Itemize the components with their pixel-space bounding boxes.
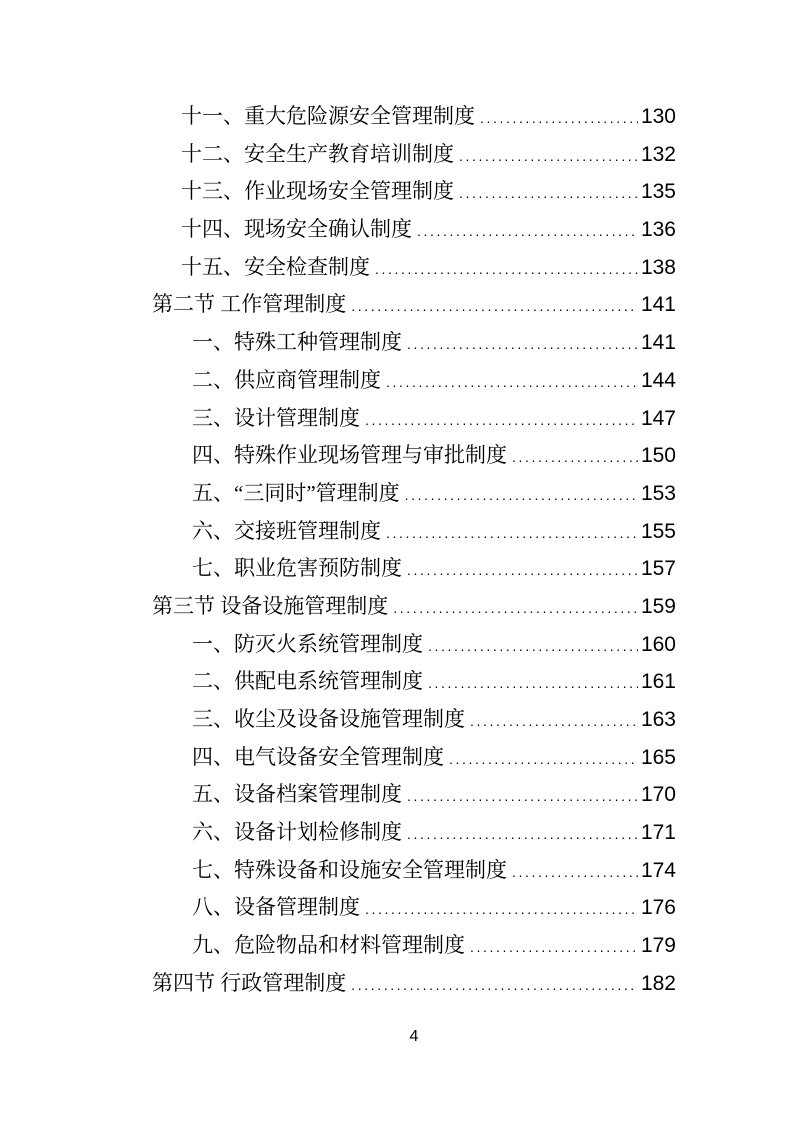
toc-entry-label: 二、供配电系统管理制度 [192,669,423,694]
toc-leader-dots [386,515,638,553]
toc-entry-page: 130 [640,105,676,128]
toc-leader-dots [417,213,638,251]
toc-entry[interactable] [152,475,676,513]
toc-entry-label: 十二、安全生产教育培训制度 [181,141,454,166]
toc-leader-dots [470,703,638,741]
toc-entry-page: 150 [640,444,676,468]
toc-entry-label: 五、“三同时”管理制度 [192,480,400,505]
toc-leader-dots [512,854,638,892]
toc-entry-label: 十四、现场安全确认制度 [181,217,412,242]
toc-entry-label: 七、特殊设备和设施安全管理制度 [192,857,507,882]
toc-leader-dots [512,439,638,477]
toc-leader-dots [365,891,638,929]
toc-leader-dots [459,138,638,176]
toc-entry[interactable] [152,286,676,324]
toc-entry-label: 第三节 设备设施管理制度 [152,593,389,618]
toc-entry-page: 170 [640,783,676,807]
toc-entry[interactable] [152,324,676,362]
toc-entry-label: 九、危险物品和材料管理制度 [192,933,465,958]
page-footer [152,1028,676,1046]
toc-entry-page: 141 [640,331,676,355]
toc-leader-dots [470,929,638,967]
toc-entry-page: 159 [640,594,676,618]
toc-entry[interactable] [152,701,676,739]
toc-leader-dots [428,665,638,703]
toc-entry[interactable] [152,362,676,400]
toc-entry[interactable] [152,965,676,1003]
toc-entry-label: 十五、安全检查制度 [181,254,370,279]
toc-entry-page: 147 [640,406,676,430]
toc-entry[interactable] [152,437,676,475]
toc-entry-page: 135 [640,180,676,204]
toc-entry-page: 165 [640,745,676,769]
toc-entry-label: 六、设备计划检修制度 [192,820,402,845]
page-number: 4 [409,1028,419,1045]
toc-leader-dots [393,590,638,628]
toc-leader-dots [480,100,638,138]
toc-leader-dots [386,364,638,402]
toc-entry-page: 132 [640,142,676,166]
toc-entry-label: 六、交接班管理制度 [192,518,381,543]
toc-entry[interactable] [152,249,676,287]
toc-leader-dots [449,741,638,779]
toc-leader-dots [351,288,638,326]
toc-entry-page: 144 [640,368,676,392]
toc-entry-label: 三、收尘及设备设施管理制度 [192,707,465,731]
toc-entry-label: 十一、重大危险源安全管理制度 [181,104,475,128]
toc-entry-page: 141 [640,293,676,317]
toc-entry[interactable] [152,173,676,211]
toc-leader-dots [407,778,638,816]
toc-leader-dots [351,967,638,1005]
toc-entry[interactable] [152,739,676,777]
toc-entry-label: 四、特殊作业现场管理与审批制度 [192,443,507,468]
toc-entry-page: 182 [640,971,676,995]
toc-leader-dots [407,326,638,364]
toc-entry-page: 138 [640,255,676,279]
toc-entry[interactable] [152,663,676,701]
toc-entry-page: 160 [640,632,676,656]
toc-leader-dots [459,175,638,213]
toc-leader-dots [375,251,638,289]
toc-entry[interactable] [152,550,676,588]
toc-entry-label: 第二节 工作管理制度 [152,292,347,317]
toc-entry[interactable] [152,927,676,965]
toc-entry-page: 179 [640,934,676,958]
toc-entry[interactable] [152,852,676,890]
toc-entry-label: 第四节 行政管理制度 [152,970,347,995]
toc-leader-dots [407,552,638,590]
toc-entry[interactable] [152,776,676,814]
toc-leader-dots [405,477,638,515]
toc-entry-page: 171 [640,821,676,845]
toc-entry[interactable] [152,98,676,136]
toc-entry[interactable] [152,588,676,626]
toc-entry-page: 174 [640,858,676,882]
table-of-contents [152,98,676,1003]
toc-entry-page: 157 [640,557,676,581]
toc-entry-label: 四、电气设备安全管理制度 [192,744,444,769]
toc-entry[interactable] [152,400,676,438]
toc-entry-label: 十三、作业现场安全管理制度 [181,179,454,204]
toc-leader-dots [407,816,638,854]
toc-entry[interactable] [152,513,676,551]
toc-entry-page: 161 [640,670,676,694]
toc-leader-dots [428,628,638,666]
toc-leader-dots [365,402,638,440]
toc-entry-page: 136 [640,218,676,242]
toc-entry-page: 153 [640,481,676,505]
toc-entry[interactable] [152,814,676,852]
toc-entry-page: 155 [640,519,676,543]
toc-entry[interactable] [152,626,676,664]
toc-entry-page: 163 [640,708,676,731]
toc-entry[interactable] [152,136,676,174]
toc-entry-label: 五、设备档案管理制度 [192,782,402,807]
toc-entry-label: 一、防灭火系统管理制度 [192,631,423,656]
toc-entry-label: 三、设计管理制度 [192,405,360,430]
toc-entry[interactable] [152,211,676,249]
toc-entry[interactable] [152,889,676,927]
toc-entry-label: 七、职业危害预防制度 [192,556,402,581]
toc-entry-page: 176 [640,896,676,920]
toc-entry-label: 八、设备管理制度 [192,895,360,920]
toc-entry-label: 一、特殊工种管理制度 [192,330,402,355]
toc-entry-label: 二、供应商管理制度 [192,367,381,392]
